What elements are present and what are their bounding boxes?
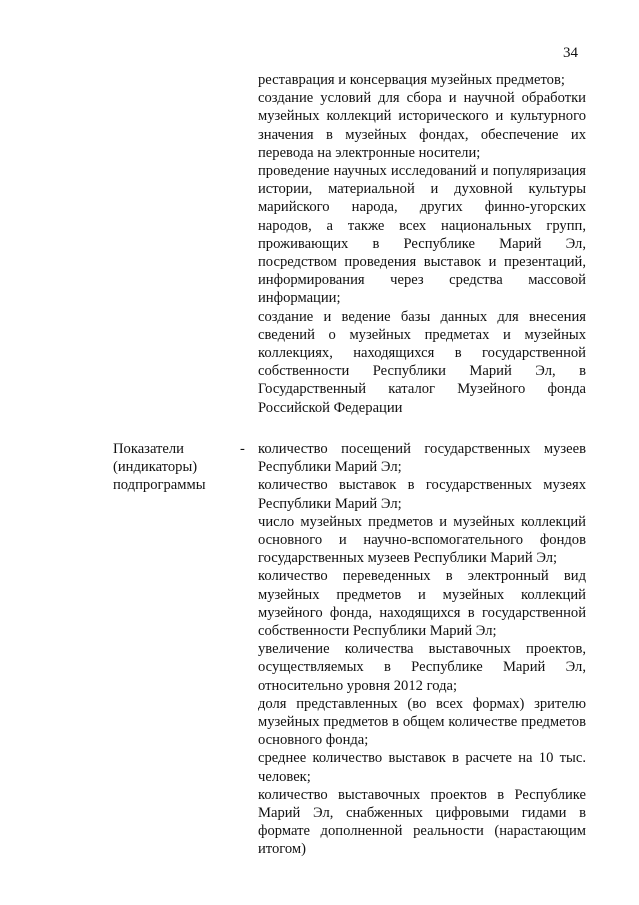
indicator-item: доля представленных (во всех формах) зрителю музейных предметов в общем количестве предметов основного фонда; [258, 695, 586, 749]
indicator-item: увеличение количества выставочных проектов, осуществляемых в Республике Марий Эл, относительно уровня 2012 года; [258, 641, 586, 694]
activities-continuation [258, 71, 586, 417]
page-number: 34 [563, 45, 578, 61]
activity-item: проведение научных исследований и популяризация истории, материальной и духовной культуры марийского народа, других финно-угорских народов, а также всех национальных групп, проживающих в Республике Марий Эл, посредством проведения выставок и презентаций, информирования через средства массовой информации; [258, 163, 586, 307]
indicators-label [113, 440, 243, 495]
indicators-label-line: подпрограммы [113, 477, 206, 494]
activity-item: создание условий для сбора и научной обработки музейных коллекций исторического и культурного значения в музейных фондах, обеспечение их перевода на электронные носители; [258, 90, 586, 161]
indicator-item: среднее количество выставок в расчете на 10 тыс. человек; [258, 750, 586, 785]
indicator-item: количество выставок в государственных музеях Республики Марий Эл; [258, 477, 586, 512]
indicators-list [258, 440, 586, 859]
indicators-label-line: Показатели [113, 441, 184, 457]
indicator-item: количество переведенных в электронный вид музейных предметов и музейных коллекций музейного фонда, находящихся в государственной собственности Республики Марий Эл; [258, 568, 586, 640]
separator-dash: - [240, 441, 245, 457]
activity-item: создание и ведение базы данных для внесения сведений о музейных предметах и музейных коллекциях, находящихся в государственной собственности Республики Марий Эл, в Государственный каталог Музейного фонда Российской Федерации [258, 308, 586, 416]
indicator-item: количество посещений государственных музеев Республики Марий Эл; [258, 441, 586, 476]
indicator-item: число музейных предметов и музейных коллекций основного и научно-вспомогательного фондов государственных музеев Республики Марий Эл; [258, 513, 586, 567]
activity-item: реставрация и консервация музейных предметов; [258, 72, 565, 88]
indicator-item: количество выставочных проектов в Республике Марий Эл, снабженных цифровыми гидами в формате дополненной реальности (нарастающим итогом) [258, 786, 586, 858]
indicators-label-line: (индикаторы) [113, 459, 198, 476]
